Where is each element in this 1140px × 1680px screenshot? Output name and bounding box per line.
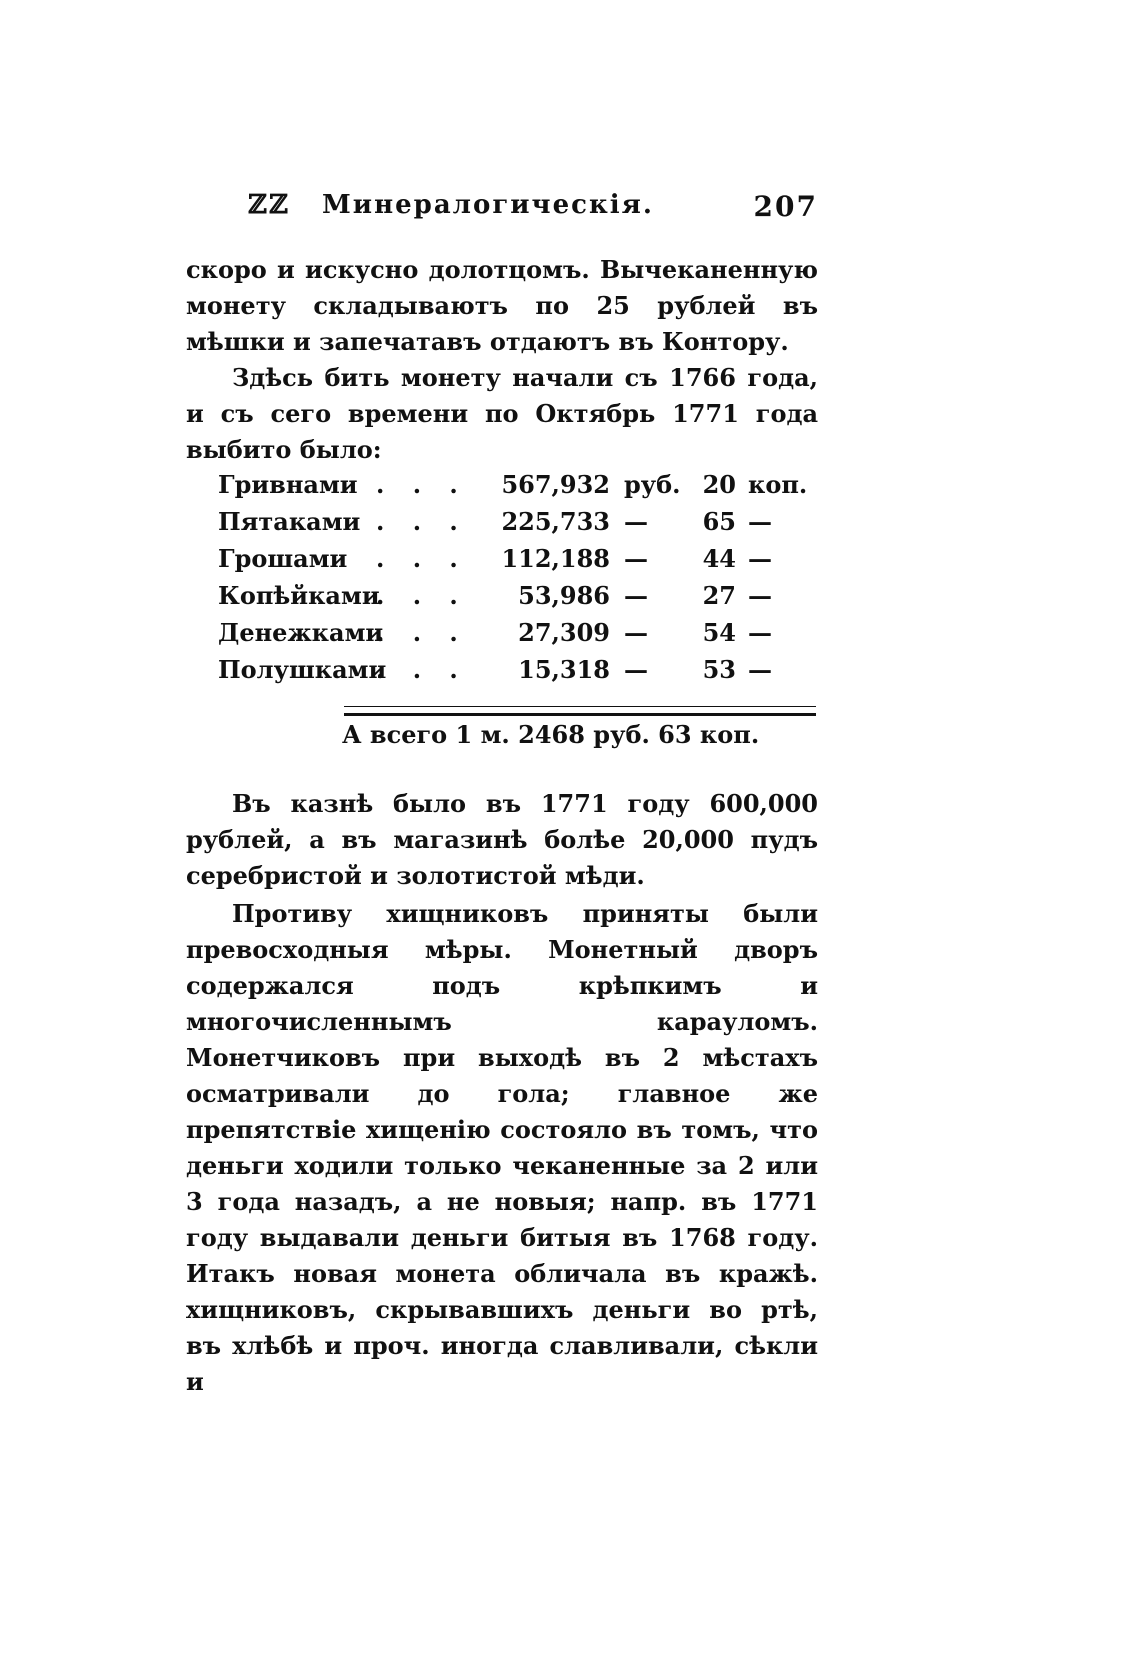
paragraph-treasury: Въ казнѣ было въ 1771 году 600,000 рублей, а въ магазинѣ болѣе 20,000 пудъ серебристой и золотистой мѣди. <box>186 789 818 890</box>
rubles-unit: — <box>624 507 648 536</box>
rubles-unit: — <box>624 581 648 610</box>
rubles-amount: 225,733 <box>501 507 610 536</box>
kopecks-amount: 65 <box>702 507 736 536</box>
rubles-amount: 112,188 <box>501 544 610 573</box>
page-number: 207 <box>753 190 818 223</box>
leader-dots: . . . <box>376 618 468 647</box>
table-row <box>218 655 818 692</box>
sum-rule-divider <box>344 706 816 716</box>
kopecks-unit: — <box>748 544 772 573</box>
kopecks-unit: коп. <box>748 470 808 499</box>
rubles-unit: — <box>624 655 648 684</box>
coin-name: Копѣйками <box>218 581 380 610</box>
leader-dots: . . . <box>376 507 468 536</box>
kopecks-unit: — <box>748 507 772 536</box>
leader-dots: . . . <box>376 581 468 610</box>
paragraph-continuation: скоро и искусно долотцомъ. Вычеканенную монету складываютъ по 25 рублей въ мѣшки и запечатавъ отдаютъ въ Контору. <box>186 255 818 356</box>
running-header <box>248 190 818 230</box>
kopecks-amount: 44 <box>702 544 736 573</box>
coin-name: Гривнами <box>218 470 358 499</box>
table-row <box>218 618 818 655</box>
coin-name: Грошами <box>218 544 348 573</box>
rubles-unit: руб. <box>624 470 681 499</box>
kopecks-unit: — <box>748 655 772 684</box>
rubles-amount: 567,932 <box>501 470 610 499</box>
kopecks-amount: 54 <box>702 618 736 647</box>
rubles-amount: 15,318 <box>518 655 610 684</box>
table-row <box>218 470 818 507</box>
running-title: Минералогическія. <box>322 190 654 220</box>
kopecks-amount: 53 <box>702 655 736 684</box>
table-row <box>218 581 818 618</box>
coin-name: Денежками <box>218 618 384 647</box>
paragraph-theft-measures: Противу хищниковъ приняты были превосходныя мѣры. Монетный дворъ содержался подъ крѣпкимъ и многочисленнымъ карауломъ. Монетчиковъ при выходѣ въ 2 мѣстахъ осматривали до гола; главное же препятствіе хищенію состояло въ томъ, что деньги ходили только чеканенные за 2 или 3 года назадъ, а не новыя; напр. въ 1771 году выдавали деньги битыя въ 1768 году. Итакъ новая монета обличала въ кражѣ. хищниковъ, скрывавшихъ деньги во ртѣ, въ хлѣбѣ и проч. иногда славливали, сѣкли и <box>186 899 818 1396</box>
leader-dots: . . . <box>376 470 468 499</box>
coinage-table <box>218 470 818 692</box>
header-ornament: ℤℤ <box>248 190 290 220</box>
rubles-amount: 27,309 <box>518 618 610 647</box>
coin-name: Пятаками <box>218 507 361 536</box>
table-row <box>218 544 818 581</box>
kopecks-amount: 27 <box>702 581 736 610</box>
kopecks-unit: — <box>748 581 772 610</box>
rubles-amount: 53,986 <box>518 581 610 610</box>
paragraph-minting-start: Здѣсь бить монету начали съ 1766 года, и съ сего времени по Октябрь 1771 года выбито было: <box>186 363 818 464</box>
kopecks-amount: 20 <box>702 470 736 499</box>
rubles-unit: — <box>624 544 648 573</box>
leader-dots: . . . <box>376 655 468 684</box>
leader-dots: . . . <box>376 544 468 573</box>
table-total: А всего 1 м. 2468 руб. 63 коп. <box>342 720 760 749</box>
kopecks-unit: — <box>748 618 772 647</box>
rubles-unit: — <box>624 618 648 647</box>
coin-name: Полушками <box>218 655 387 684</box>
table-row <box>218 507 818 544</box>
